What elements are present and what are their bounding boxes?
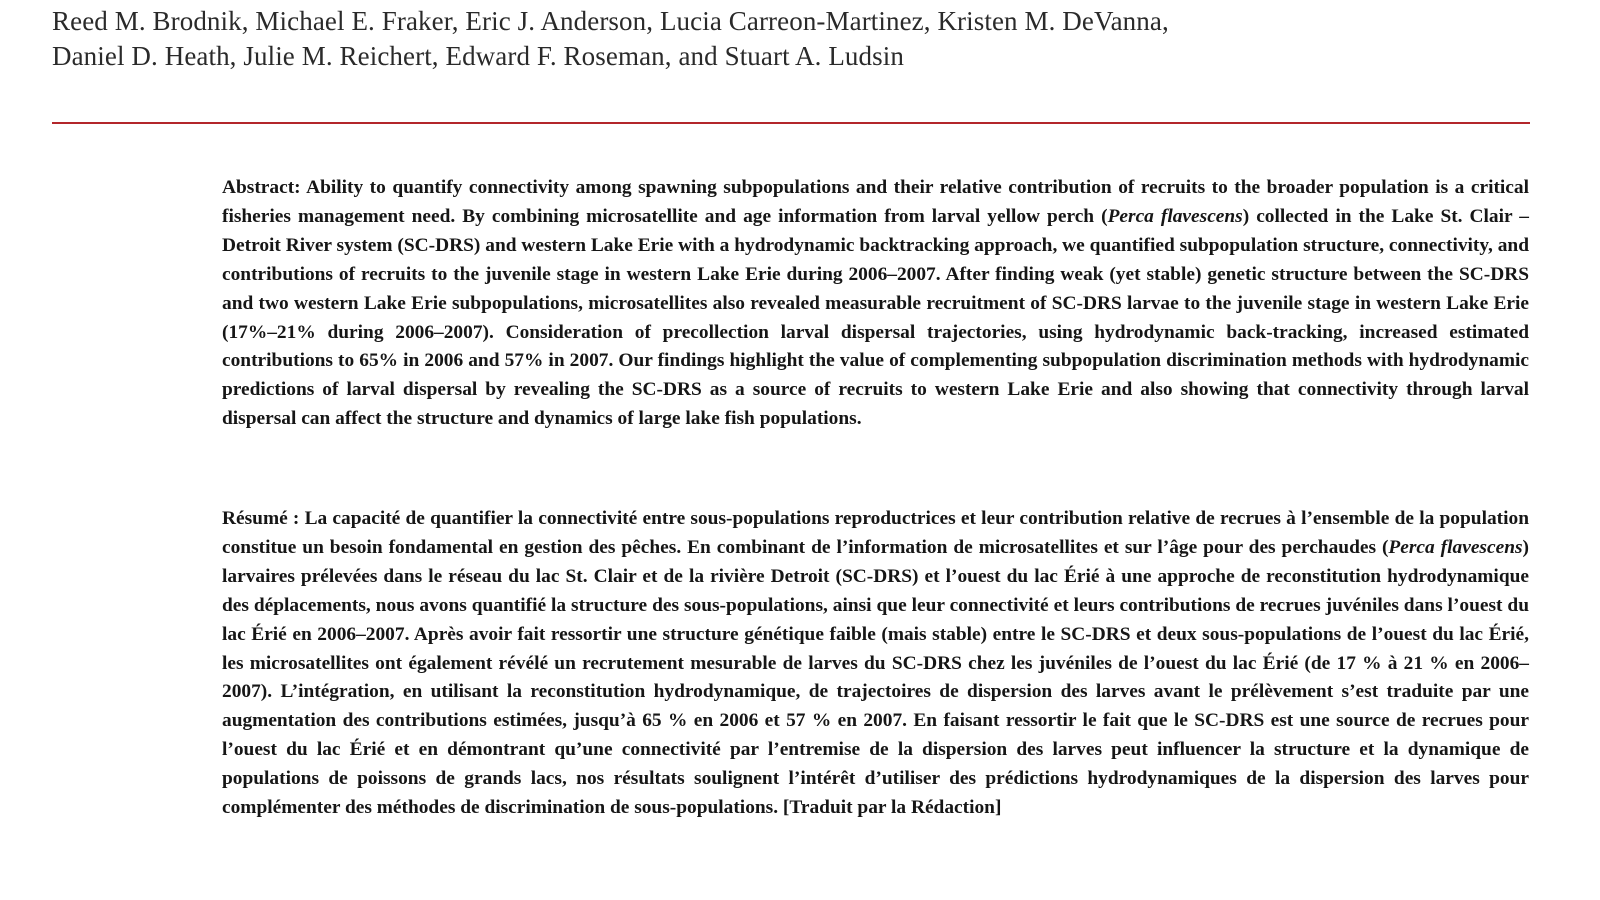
resume-text-part-2: ) larvaires prélevées dans le réseau du lac St. Clair et de la rivière Detroit (SC-DRS) et l’ouest du lac Érié à une approche de reconstitution hydrodynamique des déplacements, nous avons quantifié la structure des sous-populations, ainsi que leur connectivité et leurs contributions de recrues juvéniles dans l’ouest du lac Érié en 2006–2007. Après avoir fait ressortir une structure génétique faible (mais stable) entre le SC-DRS et deux sous-populations de l’ouest du lac Érié, les microsatellites ont également révélé un recrutement mesurable de larves du SC-DRS chez les juvéniles de l’ouest du lac Érié (de 17 % à 21 % en 2006–2007). L’intégration, en utilisant la reconstitution hydrodynamique, de trajectoires de dispersion des larves avant le prélèvement s’est traduite par une augmentation des contributions estimées, jusqu’à 65 % en 2006 et 57 % en 2007. En faisant ressortir le fait que le SC-DRS est une source de recrues pour l’ouest du lac Érié et en démontrant qu’une connectivité par l’entremise de la dispersion des larves peut influencer la structure et la dynamique de populations de poissons de grands lacs, nos résultats soulignent l’intérêt d’utiliser des prédictions hydrodynamiques de la dispersion des larves pour complémenter des méthodes de discrimination de sous-populations. [Traduit par la Rédaction] [222, 536, 1529, 819]
resume-species-name: Perca flavescens [1388, 536, 1523, 558]
header-divider [52, 122, 1530, 124]
abstract-french [222, 505, 1529, 823]
abstract-text-part-1: Ability to quantify connectivity among spawning subpopulations and their relative contribution of recruits to the broader population is a critical fisheries management need. By combining microsatellite and age information from larval yellow perch ( [222, 177, 1529, 227]
author-list [52, 4, 1552, 74]
author-line-1: Reed M. Brodnik, Michael E. Fraker, Eric J. Anderson, Lucia Carreon-Martinez, Kristen M. DeVanna, [52, 6, 1169, 36]
author-line-2: Daniel D. Heath, Julie M. Reichert, Edward F. Roseman, and Stuart A. Ludsin [52, 41, 904, 71]
resume-text-part-1: La capacité de quantifier la connectivité entre sous-populations reproductrices et leur contribution relative de recrues à l’ensemble de la population constitue un besoin fondamental en gestion des pêches. En combinant de l’information de microsatellites et sur l’âge pour des perchaudes ( [222, 508, 1529, 558]
abstract-text-part-2: ) collected in the Lake St. Clair – Detroit River system (SC-DRS) and western Lake Erie with a hydrodynamic backtracking approach, we quantified subpopulation structure, connectivity, and contributions of recruits to the juvenile stage in western Lake Erie during 2006–2007. After finding weak (yet stable) genetic structure between the SC-DRS and two western Lake Erie subpopulations, microsatellites also revealed measurable recruitment of SC-DRS larvae to the juvenile stage in western Lake Erie (17%–21% during 2006–2007). Consideration of precollection larval dispersal trajectories, using hydrodynamic back-tracking, increased estimated contributions to 65% in 2006 and 57% in 2007. Our findings highlight the value of complementing subpopulation discrimination methods with hydrodynamic predictions of larval dispersal by revealing the SC-DRS as a source of recruits to western Lake Erie and also showing that connectivity through larval dispersal can affect the structure and dynamics of large lake fish populations. [222, 205, 1529, 430]
resume-label: Résumé : [222, 508, 300, 529]
abstract-species-name: Perca flavescens [1107, 205, 1243, 227]
abstract-english [222, 174, 1529, 434]
abstract-label: Abstract: [222, 177, 301, 198]
